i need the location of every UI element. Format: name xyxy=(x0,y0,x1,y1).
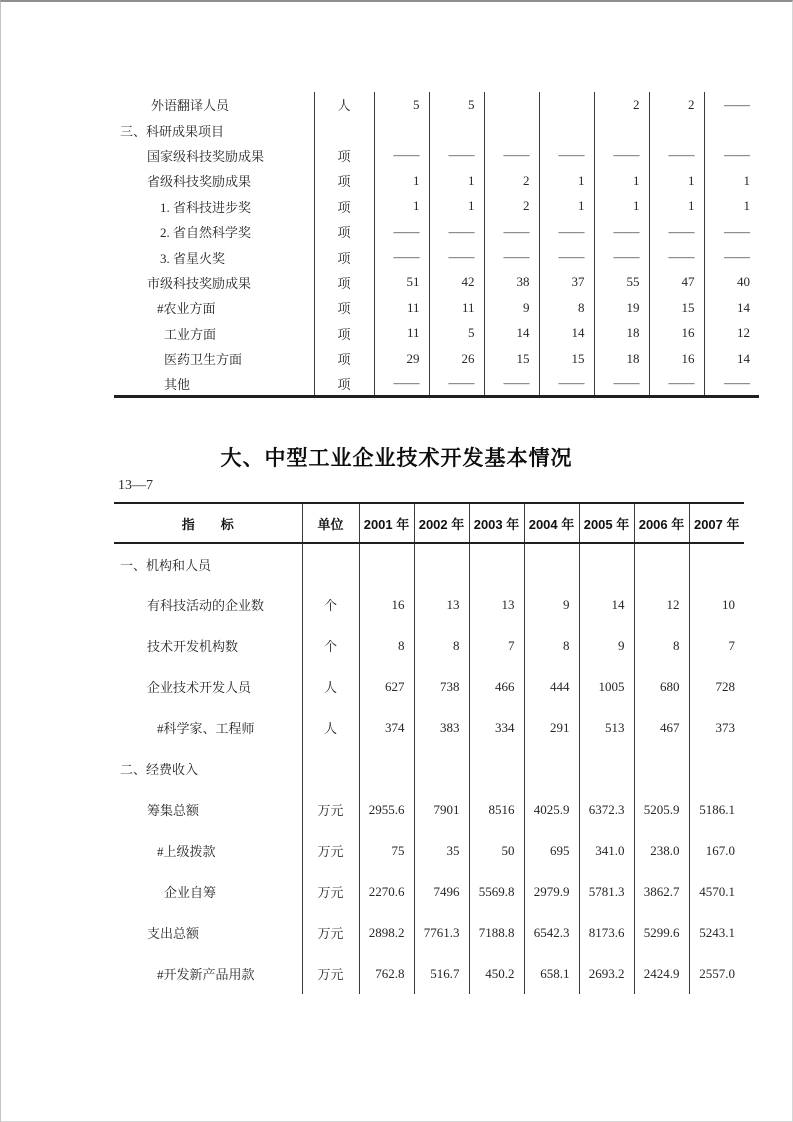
row-label: 工业方面 xyxy=(164,326,217,342)
value-cell: 4570.1 xyxy=(689,871,744,912)
value-cell xyxy=(414,543,469,584)
value-cell: 5186.1 xyxy=(689,789,744,830)
value-cell: 19 xyxy=(594,295,649,320)
value-cell: —— xyxy=(374,219,429,244)
value-cell: 1 xyxy=(594,194,649,219)
value-cell: 1 xyxy=(704,168,759,193)
table-row xyxy=(114,912,744,953)
value-cell: 167.0 xyxy=(689,830,744,871)
value-cell: 14 xyxy=(539,321,594,346)
value-cell: 3862.7 xyxy=(634,871,689,912)
value-cell: 1 xyxy=(539,168,594,193)
table-row xyxy=(114,871,744,912)
value-cell: 16 xyxy=(649,346,704,371)
unit-cell: 项 xyxy=(314,219,374,244)
value-cell: 15 xyxy=(484,346,539,371)
value-cell: 7 xyxy=(689,625,744,666)
value-cell: 680 xyxy=(634,666,689,707)
table-row xyxy=(114,666,744,707)
value-cell: 7188.8 xyxy=(469,912,524,953)
value-cell xyxy=(649,117,704,142)
value-cell: 2979.9 xyxy=(524,871,579,912)
value-cell: 12 xyxy=(634,584,689,625)
table-row xyxy=(114,625,744,666)
value-cell: 55 xyxy=(594,270,649,295)
value-cell xyxy=(469,748,524,789)
value-cell: 5205.9 xyxy=(634,789,689,830)
unit-cell: 个 xyxy=(302,625,359,666)
row-label: 省级科技奖励成果 xyxy=(147,174,252,190)
value-cell: 516.7 xyxy=(414,953,469,994)
value-cell xyxy=(359,748,414,789)
value-cell xyxy=(429,117,484,142)
row-label: #上级拨款 xyxy=(157,844,216,859)
value-cell xyxy=(704,117,759,142)
unit-cell: 项 xyxy=(314,143,374,168)
value-cell: 5569.8 xyxy=(469,871,524,912)
value-cell: 7 xyxy=(469,625,524,666)
value-cell: 8516 xyxy=(469,789,524,830)
value-cell: 5 xyxy=(374,92,429,117)
value-cell: 1 xyxy=(704,194,759,219)
value-cell: —— xyxy=(649,219,704,244)
row-label: 医药卫生方面 xyxy=(164,352,243,368)
unit-cell: 项 xyxy=(314,346,374,371)
unit-cell: 万元 xyxy=(302,953,359,994)
value-cell xyxy=(484,92,539,117)
value-cell: 2557.0 xyxy=(689,953,744,994)
value-cell: 50 xyxy=(469,830,524,871)
value-cell: —— xyxy=(704,244,759,269)
value-cell: —— xyxy=(594,244,649,269)
row-label: 有科技活动的企业数 xyxy=(147,598,265,613)
value-cell xyxy=(579,748,634,789)
value-cell: 2 xyxy=(649,92,704,117)
unit-cell: 项 xyxy=(314,244,374,269)
value-cell: 47 xyxy=(649,270,704,295)
value-cell: —— xyxy=(374,143,429,168)
value-cell: 2 xyxy=(484,168,539,193)
row-label: 2. 省自然科学奖 xyxy=(160,225,252,241)
unit-cell xyxy=(314,117,374,142)
table2-body xyxy=(114,543,744,994)
value-cell xyxy=(359,543,414,584)
header-year-2004: 2004 年 xyxy=(524,503,579,543)
value-cell: —— xyxy=(704,143,759,168)
value-cell: 11 xyxy=(429,295,484,320)
unit-cell xyxy=(302,543,359,584)
value-cell: 9 xyxy=(484,295,539,320)
value-cell: 13 xyxy=(469,584,524,625)
table-row xyxy=(114,346,759,371)
value-cell: 1 xyxy=(374,168,429,193)
value-cell: 9 xyxy=(579,625,634,666)
table-row xyxy=(114,321,759,346)
value-cell: —— xyxy=(484,244,539,269)
table-row xyxy=(114,543,744,584)
value-cell: 16 xyxy=(649,321,704,346)
unit-cell: 万元 xyxy=(302,912,359,953)
row-label: 一、机构和人员 xyxy=(120,557,212,573)
value-cell: 2 xyxy=(484,194,539,219)
value-cell: 5 xyxy=(429,321,484,346)
unit-cell: 万元 xyxy=(302,789,359,830)
value-cell: 40 xyxy=(704,270,759,295)
header-indicator: 指 标 xyxy=(114,503,302,543)
row-label: 外语翻译人员 xyxy=(151,98,230,114)
value-cell: 1 xyxy=(539,194,594,219)
value-cell xyxy=(524,543,579,584)
value-cell: 334 xyxy=(469,707,524,748)
value-cell: 26 xyxy=(429,346,484,371)
value-cell: 450.2 xyxy=(469,953,524,994)
value-cell: 6372.3 xyxy=(579,789,634,830)
value-cell: 2424.9 xyxy=(634,953,689,994)
unit-cell: 项 xyxy=(314,168,374,193)
unit-cell: 项 xyxy=(314,321,374,346)
value-cell: 2693.2 xyxy=(579,953,634,994)
value-cell xyxy=(484,117,539,142)
value-cell: 2270.6 xyxy=(359,871,414,912)
value-cell: 8173.6 xyxy=(579,912,634,953)
unit-cell: 项 xyxy=(314,270,374,295)
unit-cell: 项 xyxy=(314,371,374,396)
row-label: 三、科研成果项目 xyxy=(120,123,225,139)
value-cell: 29 xyxy=(374,346,429,371)
value-cell: —— xyxy=(429,244,484,269)
value-cell: —— xyxy=(429,143,484,168)
table-row xyxy=(114,584,744,625)
table-row xyxy=(114,789,744,830)
page-title: 大、中型工业企业技术开发基本情况 xyxy=(220,447,573,470)
value-cell xyxy=(469,543,524,584)
value-cell: 18 xyxy=(594,321,649,346)
value-cell: —— xyxy=(429,371,484,396)
value-cell: 11 xyxy=(374,295,429,320)
unit-cell: 人 xyxy=(302,707,359,748)
value-cell: 8 xyxy=(539,295,594,320)
value-cell: —— xyxy=(539,244,594,269)
table-row xyxy=(114,371,759,396)
value-cell: 7496 xyxy=(414,871,469,912)
value-cell: 8 xyxy=(414,625,469,666)
value-cell: 1 xyxy=(649,168,704,193)
value-cell: 14 xyxy=(704,295,759,320)
value-cell: 658.1 xyxy=(524,953,579,994)
value-cell: —— xyxy=(649,143,704,168)
tech-development-table xyxy=(114,502,744,994)
value-cell: 8 xyxy=(524,625,579,666)
value-cell: —— xyxy=(539,219,594,244)
table-row xyxy=(114,117,759,142)
value-cell: —— xyxy=(429,219,484,244)
row-label: 企业技术开发人员 xyxy=(147,680,252,695)
header-year-2003: 2003 年 xyxy=(469,503,524,543)
value-cell: 10 xyxy=(689,584,744,625)
value-cell: 14 xyxy=(704,346,759,371)
value-cell: 51 xyxy=(374,270,429,295)
value-cell: 374 xyxy=(359,707,414,748)
unit-cell: 个 xyxy=(302,584,359,625)
header-unit: 单位 xyxy=(302,503,359,543)
value-cell: 2 xyxy=(594,92,649,117)
value-cell: 15 xyxy=(539,346,594,371)
table-number: 13—7 xyxy=(118,478,153,493)
value-cell: 466 xyxy=(469,666,524,707)
value-cell: 513 xyxy=(579,707,634,748)
table-row xyxy=(114,830,744,871)
value-cell: 11 xyxy=(374,321,429,346)
value-cell: 18 xyxy=(594,346,649,371)
table-row xyxy=(114,244,759,269)
value-cell: 238.0 xyxy=(634,830,689,871)
value-cell: 1 xyxy=(429,168,484,193)
value-cell: —— xyxy=(704,371,759,396)
value-cell: 14 xyxy=(484,321,539,346)
row-label: #开发新产品用款 xyxy=(157,967,255,982)
unit-cell: 万元 xyxy=(302,871,359,912)
table-row xyxy=(114,219,759,244)
value-cell: 627 xyxy=(359,666,414,707)
value-cell: 75 xyxy=(359,830,414,871)
row-label: 国家级科技奖励成果 xyxy=(147,148,265,164)
unit-cell: 人 xyxy=(302,666,359,707)
table1-body xyxy=(114,92,759,397)
row-label: #农业方面 xyxy=(157,301,216,317)
value-cell: 1 xyxy=(594,168,649,193)
value-cell: —— xyxy=(484,371,539,396)
value-cell xyxy=(634,748,689,789)
value-cell: 37 xyxy=(539,270,594,295)
table-row xyxy=(114,194,759,219)
value-cell xyxy=(579,543,634,584)
value-cell xyxy=(689,748,744,789)
science-results-table-continued xyxy=(114,92,759,398)
row-label: 1. 省科技进步奖 xyxy=(160,199,252,215)
value-cell: 14 xyxy=(579,584,634,625)
value-cell: 8 xyxy=(634,625,689,666)
row-label: 二、经费收入 xyxy=(120,762,199,777)
table-row xyxy=(114,168,759,193)
value-cell: 1 xyxy=(374,194,429,219)
value-cell: 5243.1 xyxy=(689,912,744,953)
value-cell: 6542.3 xyxy=(524,912,579,953)
header-year-2002: 2002 年 xyxy=(414,503,469,543)
value-cell: —— xyxy=(594,371,649,396)
table-row xyxy=(114,748,744,789)
value-cell xyxy=(374,117,429,142)
unit-cell: 项 xyxy=(314,295,374,320)
value-cell: —— xyxy=(649,371,704,396)
value-cell: 15 xyxy=(649,295,704,320)
value-cell xyxy=(524,748,579,789)
value-cell: —— xyxy=(374,244,429,269)
value-cell: 7761.3 xyxy=(414,912,469,953)
value-cell: —— xyxy=(594,143,649,168)
header-year-2005: 2005 年 xyxy=(579,503,634,543)
value-cell: 13 xyxy=(414,584,469,625)
table-row xyxy=(114,707,744,748)
value-cell: 7901 xyxy=(414,789,469,830)
value-cell: 383 xyxy=(414,707,469,748)
value-cell: 5299.6 xyxy=(634,912,689,953)
value-cell: 9 xyxy=(524,584,579,625)
value-cell: 291 xyxy=(524,707,579,748)
value-cell: —— xyxy=(484,143,539,168)
value-cell xyxy=(634,543,689,584)
unit-cell: 人 xyxy=(314,92,374,117)
value-cell: 1 xyxy=(649,194,704,219)
value-cell: 2955.6 xyxy=(359,789,414,830)
value-cell: 5 xyxy=(429,92,484,117)
header-year-2001: 2001 年 xyxy=(359,503,414,543)
value-cell: 341.0 xyxy=(579,830,634,871)
value-cell: 444 xyxy=(524,666,579,707)
table-row xyxy=(114,92,759,117)
value-cell xyxy=(414,748,469,789)
value-cell: 35 xyxy=(414,830,469,871)
table-header-row xyxy=(114,503,744,543)
table-row xyxy=(114,295,759,320)
value-cell: —— xyxy=(484,219,539,244)
value-cell: —— xyxy=(539,371,594,396)
header-year-2007: 2007 年 xyxy=(689,503,744,543)
value-cell: —— xyxy=(594,219,649,244)
table-row xyxy=(114,143,759,168)
table2-header xyxy=(114,503,744,543)
value-cell: —— xyxy=(704,92,759,117)
value-cell: 467 xyxy=(634,707,689,748)
value-cell: 5781.3 xyxy=(579,871,634,912)
value-cell: —— xyxy=(374,371,429,396)
value-cell xyxy=(539,117,594,142)
value-cell xyxy=(539,92,594,117)
value-cell: 738 xyxy=(414,666,469,707)
value-cell: —— xyxy=(649,244,704,269)
value-cell: 695 xyxy=(524,830,579,871)
table-row xyxy=(114,953,744,994)
row-label: #科学家、工程师 xyxy=(157,721,255,736)
row-label: 市级科技奖励成果 xyxy=(147,275,252,291)
value-cell: —— xyxy=(539,143,594,168)
row-label: 支出总额 xyxy=(147,926,200,941)
row-label: 筹集总额 xyxy=(147,803,200,818)
header-year-2006: 2006 年 xyxy=(634,503,689,543)
value-cell: 762.8 xyxy=(359,953,414,994)
value-cell: 1005 xyxy=(579,666,634,707)
table-row xyxy=(114,270,759,295)
value-cell xyxy=(594,117,649,142)
value-cell: 2898.2 xyxy=(359,912,414,953)
value-cell: 38 xyxy=(484,270,539,295)
row-label: 技术开发机构数 xyxy=(147,639,239,654)
value-cell xyxy=(689,543,744,584)
value-cell: 12 xyxy=(704,321,759,346)
value-cell: 16 xyxy=(359,584,414,625)
row-label: 企业自筹 xyxy=(164,885,217,900)
row-label: 其他 xyxy=(164,376,191,392)
value-cell: 42 xyxy=(429,270,484,295)
value-cell: 4025.9 xyxy=(524,789,579,830)
unit-cell xyxy=(302,748,359,789)
row-label: 3. 省星火奖 xyxy=(160,250,226,266)
value-cell: —— xyxy=(704,219,759,244)
value-cell: 728 xyxy=(689,666,744,707)
value-cell: 373 xyxy=(689,707,744,748)
value-cell: 8 xyxy=(359,625,414,666)
value-cell: 1 xyxy=(429,194,484,219)
unit-cell: 万元 xyxy=(302,830,359,871)
unit-cell: 项 xyxy=(314,194,374,219)
